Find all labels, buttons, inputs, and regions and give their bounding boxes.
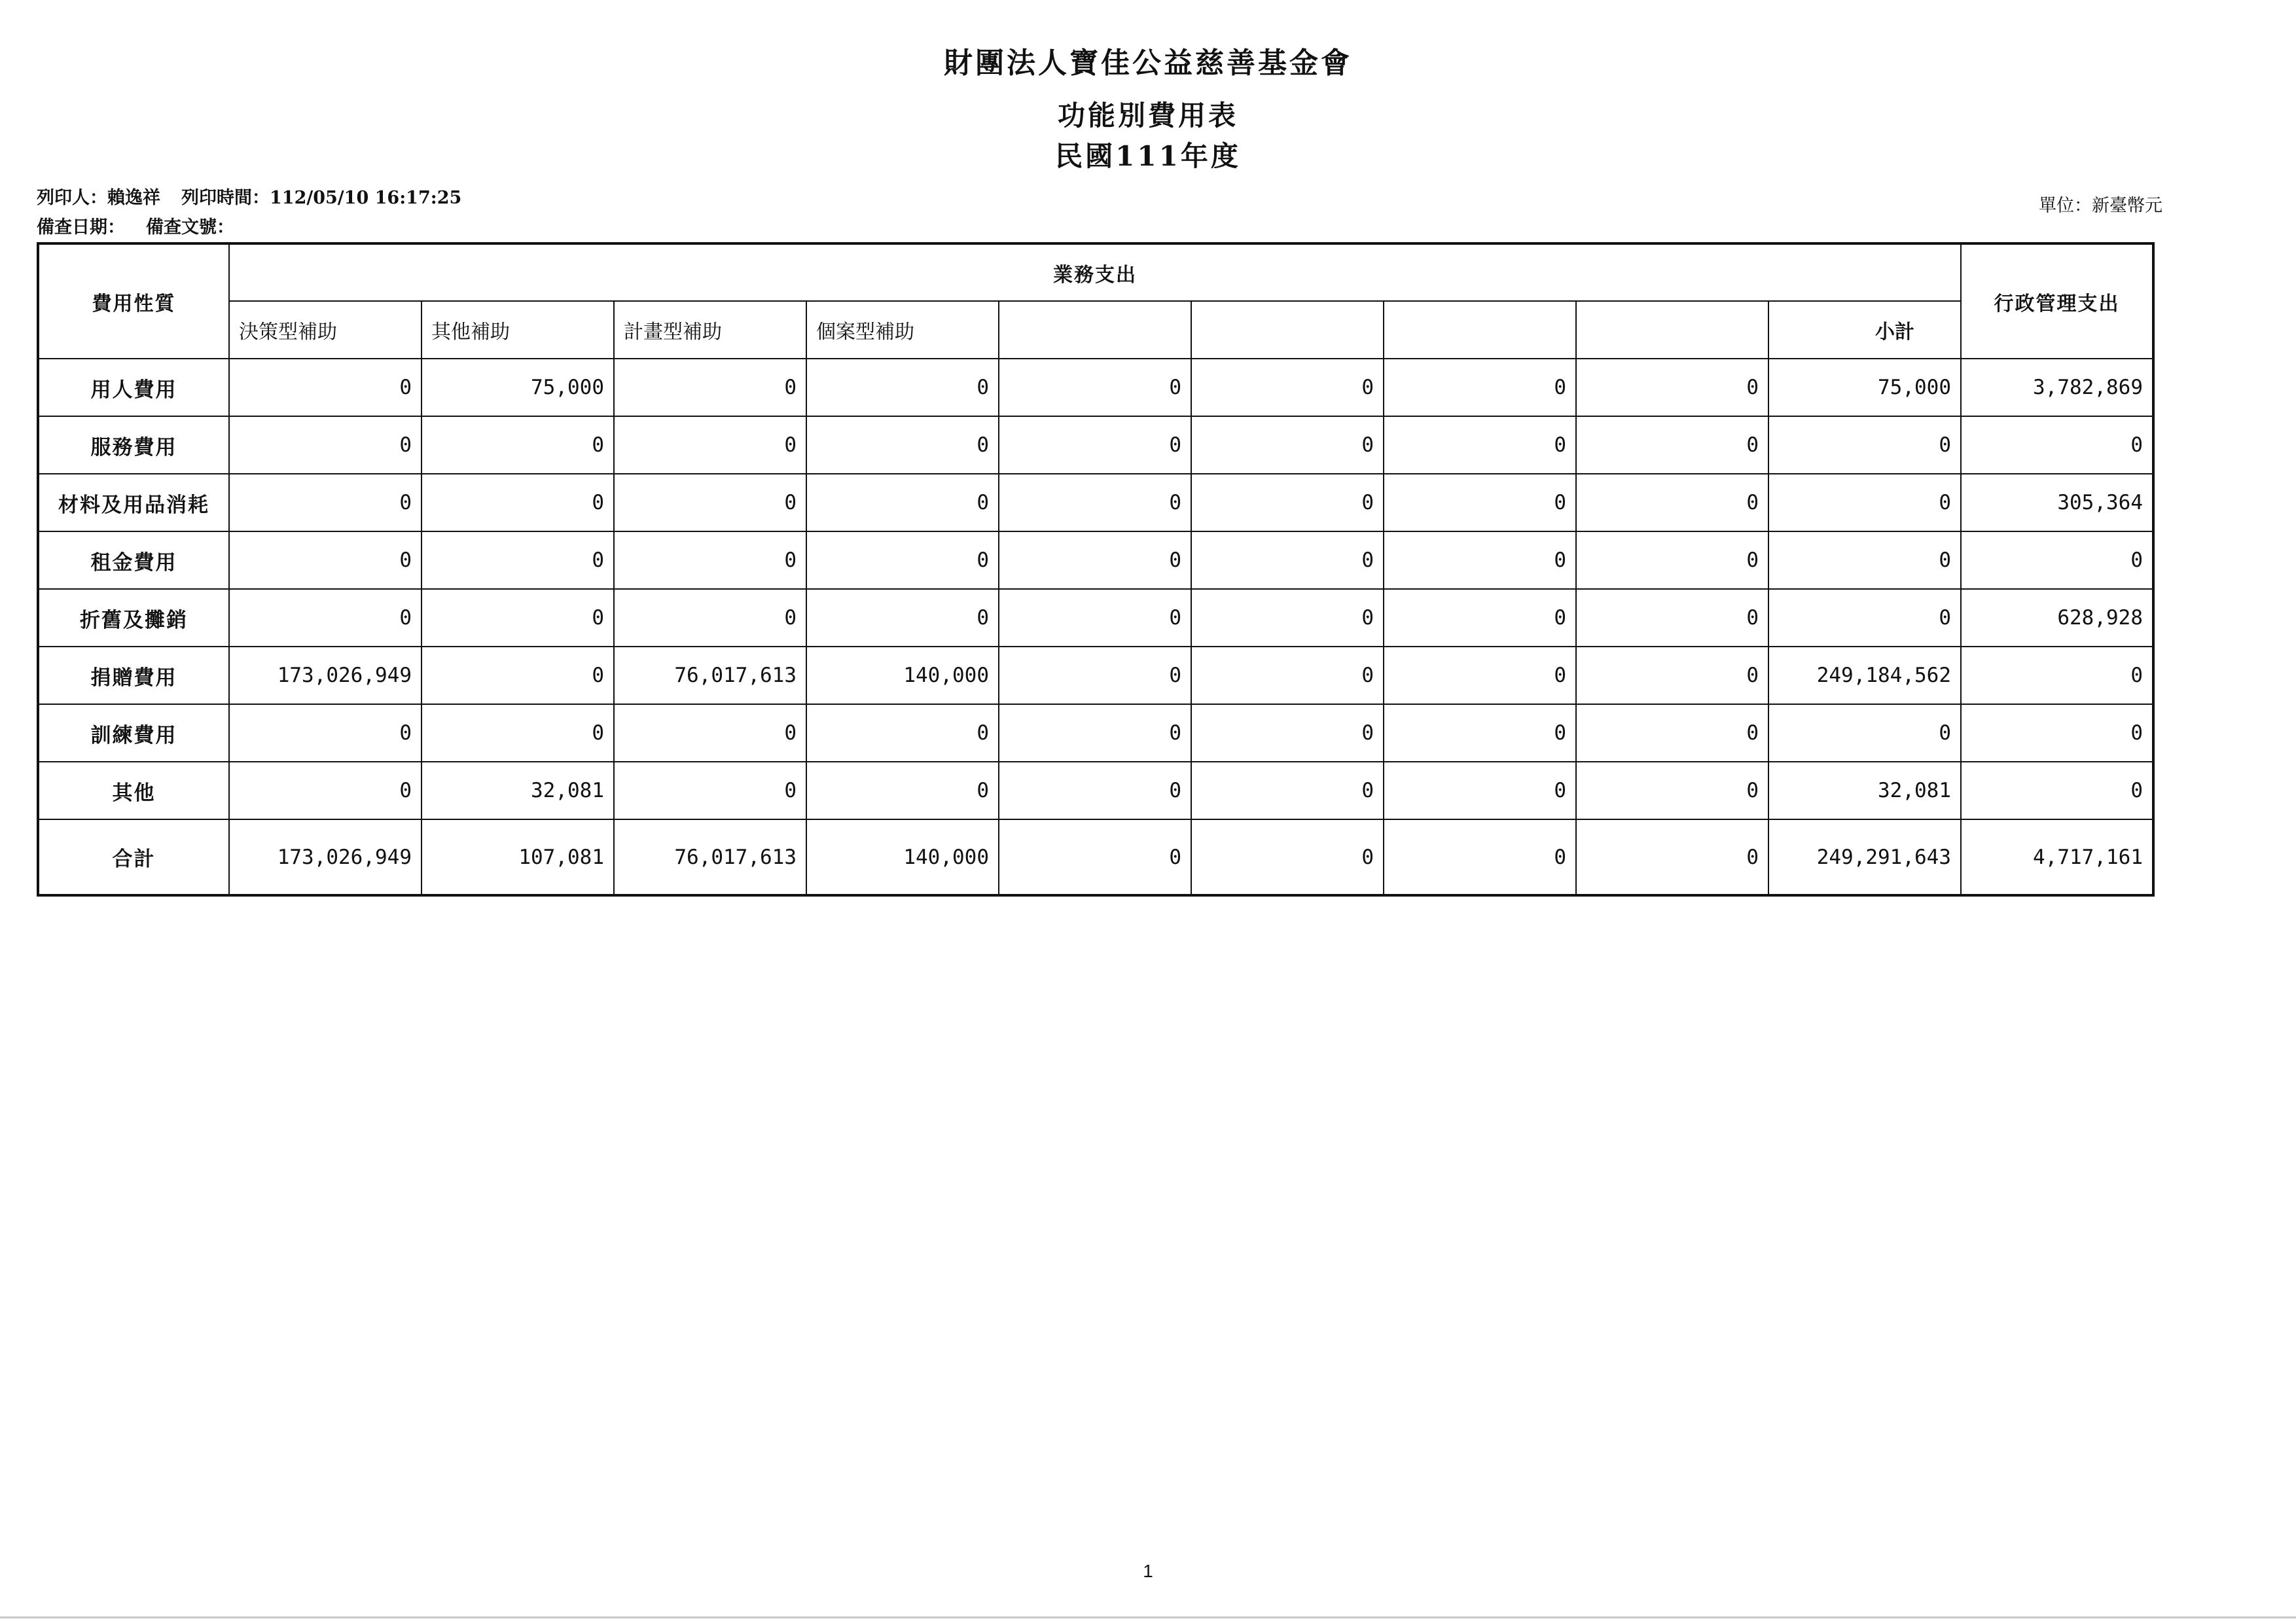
row-label: 材料及用品消耗 [38, 474, 229, 531]
column-header [1191, 301, 1384, 359]
amount-cell: 75,000 [1768, 359, 1961, 416]
amount-cell: 0 [229, 531, 422, 589]
amount-cell: 0 [1191, 647, 1384, 704]
column-header [1576, 301, 1768, 359]
amount-cell: 0 [1191, 416, 1384, 474]
amount-cell: 0 [229, 474, 422, 531]
amount-cell: 0 [1961, 416, 2153, 474]
table-row [38, 474, 2153, 531]
amount-cell: 0 [614, 704, 806, 762]
amount-cell: 0 [1384, 416, 1576, 474]
amount-cell: 0 [806, 704, 999, 762]
row-label: 服務費用 [38, 416, 229, 474]
amount-cell: 0 [229, 359, 422, 416]
amount-cell: 0 [1768, 416, 1961, 474]
amount-cell: 0 [1961, 531, 2153, 589]
amount-cell: 0 [806, 359, 999, 416]
report-title: 功能別費用表 [1057, 99, 1238, 132]
amount-cell: 0 [422, 589, 614, 647]
print-time: 列印時間：112/05/10 16:17:25 [181, 188, 462, 208]
amount-cell: 0 [1576, 704, 1768, 762]
row-label: 折舊及攤銷 [38, 589, 229, 647]
amount-cell: 628,928 [1961, 589, 2153, 647]
amount-cell: 0 [806, 416, 999, 474]
amount-cell: 4,717,161 [1961, 819, 2153, 895]
amount-cell: 0 [1384, 531, 1576, 589]
column-header [1384, 301, 1576, 359]
amount-cell: 0 [999, 474, 1191, 531]
amount-cell: 0 [1384, 762, 1576, 819]
amount-cell: 0 [614, 589, 806, 647]
column-header: 個案型補助 [806, 301, 999, 359]
amount-cell: 0 [1768, 531, 1961, 589]
amount-cell: 107,081 [422, 819, 614, 895]
amount-cell: 0 [422, 416, 614, 474]
amount-cell: 0 [1191, 474, 1384, 531]
amount-cell: 0 [806, 531, 999, 589]
amount-cell: 0 [1961, 647, 2153, 704]
table-row [38, 359, 2153, 416]
column-header: 決策型補助 [229, 301, 422, 359]
currency-unit: 單位：新臺幣元 [2039, 196, 2162, 216]
print-info [37, 183, 461, 209]
amount-cell: 173,026,949 [229, 647, 422, 704]
amount-cell: 0 [1384, 647, 1576, 704]
table-row [38, 704, 2153, 762]
subtotal-header: 小計 [1768, 301, 1961, 359]
amount-cell: 0 [999, 416, 1191, 474]
amount-cell: 305,364 [1961, 474, 2153, 531]
business-expense-header: 業務支出 [229, 243, 1961, 301]
amount-cell: 0 [1576, 589, 1768, 647]
amount-cell: 249,184,562 [1768, 647, 1961, 704]
amount-cell: 76,017,613 [614, 647, 806, 704]
printer-name: 列印人：賴逸祥 [37, 188, 160, 208]
row-label: 合計 [38, 819, 229, 895]
amount-cell: 32,081 [422, 762, 614, 819]
amount-cell: 0 [1191, 589, 1384, 647]
amount-cell: 0 [229, 762, 422, 819]
amount-cell: 3,782,869 [1961, 359, 2153, 416]
column-header: 計畫型補助 [614, 301, 806, 359]
row-header-cell: 費用性質 [38, 243, 229, 359]
amount-cell: 173,026,949 [229, 819, 422, 895]
amount-cell: 0 [614, 762, 806, 819]
scan-edge-line [0, 1616, 2296, 1618]
row-label: 捐贈費用 [38, 647, 229, 704]
row-label: 訓練費用 [38, 704, 229, 762]
amount-cell: 0 [1576, 416, 1768, 474]
amount-cell: 0 [1191, 359, 1384, 416]
amount-cell: 0 [1961, 762, 2153, 819]
amount-cell: 0 [806, 474, 999, 531]
amount-cell: 0 [1191, 762, 1384, 819]
amount-cell: 0 [1576, 474, 1768, 531]
amount-cell: 0 [422, 474, 614, 531]
amount-cell: 249,291,643 [1768, 819, 1961, 895]
amount-cell: 0 [229, 589, 422, 647]
admin-expense-header: 行政管理支出 [1961, 243, 2153, 359]
amount-cell: 0 [999, 762, 1191, 819]
amount-cell: 0 [806, 589, 999, 647]
amount-cell: 0 [999, 589, 1191, 647]
amount-cell: 0 [614, 416, 806, 474]
amount-cell: 0 [999, 359, 1191, 416]
amount-cell: 0 [422, 531, 614, 589]
amount-cell: 0 [999, 647, 1191, 704]
amount-cell: 0 [614, 359, 806, 416]
amount-cell: 140,000 [806, 819, 999, 895]
amount-cell: 0 [1191, 704, 1384, 762]
amount-cell: 0 [614, 531, 806, 589]
report-header [0, 39, 2296, 177]
amount-cell: 0 [229, 416, 422, 474]
row-label: 租金費用 [38, 531, 229, 589]
amount-cell: 0 [1576, 531, 1768, 589]
amount-cell: 0 [422, 647, 614, 704]
amount-cell: 0 [1384, 474, 1576, 531]
amount-cell: 0 [1576, 647, 1768, 704]
organization-title: 財團法人寶佳公益慈善基金會 [944, 46, 1352, 80]
amount-cell: 0 [1384, 819, 1576, 895]
amount-cell: 0 [1191, 531, 1384, 589]
amount-cell: 0 [999, 531, 1191, 589]
amount-cell: 0 [229, 704, 422, 762]
amount-cell: 140,000 [806, 647, 999, 704]
table-row [38, 647, 2153, 704]
amount-cell: 0 [1384, 359, 1576, 416]
amount-cell: 32,081 [1768, 762, 1961, 819]
amount-cell: 0 [422, 704, 614, 762]
amount-cell: 0 [1384, 589, 1576, 647]
check-doc-number: 備查文號： [146, 217, 234, 238]
amount-cell: 0 [1768, 704, 1961, 762]
table-row [38, 762, 2153, 819]
expense-table [37, 242, 2155, 897]
table-row [38, 416, 2153, 474]
amount-cell: 0 [999, 704, 1191, 762]
amount-cell: 0 [999, 819, 1191, 895]
amount-cell: 0 [1576, 762, 1768, 819]
check-date: 備查日期： [37, 217, 125, 238]
amount-cell: 76,017,613 [614, 819, 806, 895]
amount-cell: 0 [614, 474, 806, 531]
filing-info [37, 213, 234, 238]
amount-cell: 0 [1191, 819, 1384, 895]
amount-cell: 0 [1768, 589, 1961, 647]
page-number: 1 [1143, 1561, 1153, 1581]
total-row [38, 819, 2153, 895]
amount-cell: 0 [1576, 819, 1768, 895]
report-period: 民國111年度 [1055, 140, 1241, 172]
row-label: 用人費用 [38, 359, 229, 416]
amount-cell: 0 [1384, 704, 1576, 762]
table-row [38, 589, 2153, 647]
table-body [38, 359, 2153, 895]
table-row [38, 531, 2153, 589]
amount-cell: 75,000 [422, 359, 614, 416]
amount-cell: 0 [1576, 359, 1768, 416]
row-label: 其他 [38, 762, 229, 819]
amount-cell: 0 [1961, 704, 2153, 762]
amount-cell: 0 [1768, 474, 1961, 531]
column-header [999, 301, 1191, 359]
column-header: 其他補助 [422, 301, 614, 359]
amount-cell: 0 [806, 762, 999, 819]
